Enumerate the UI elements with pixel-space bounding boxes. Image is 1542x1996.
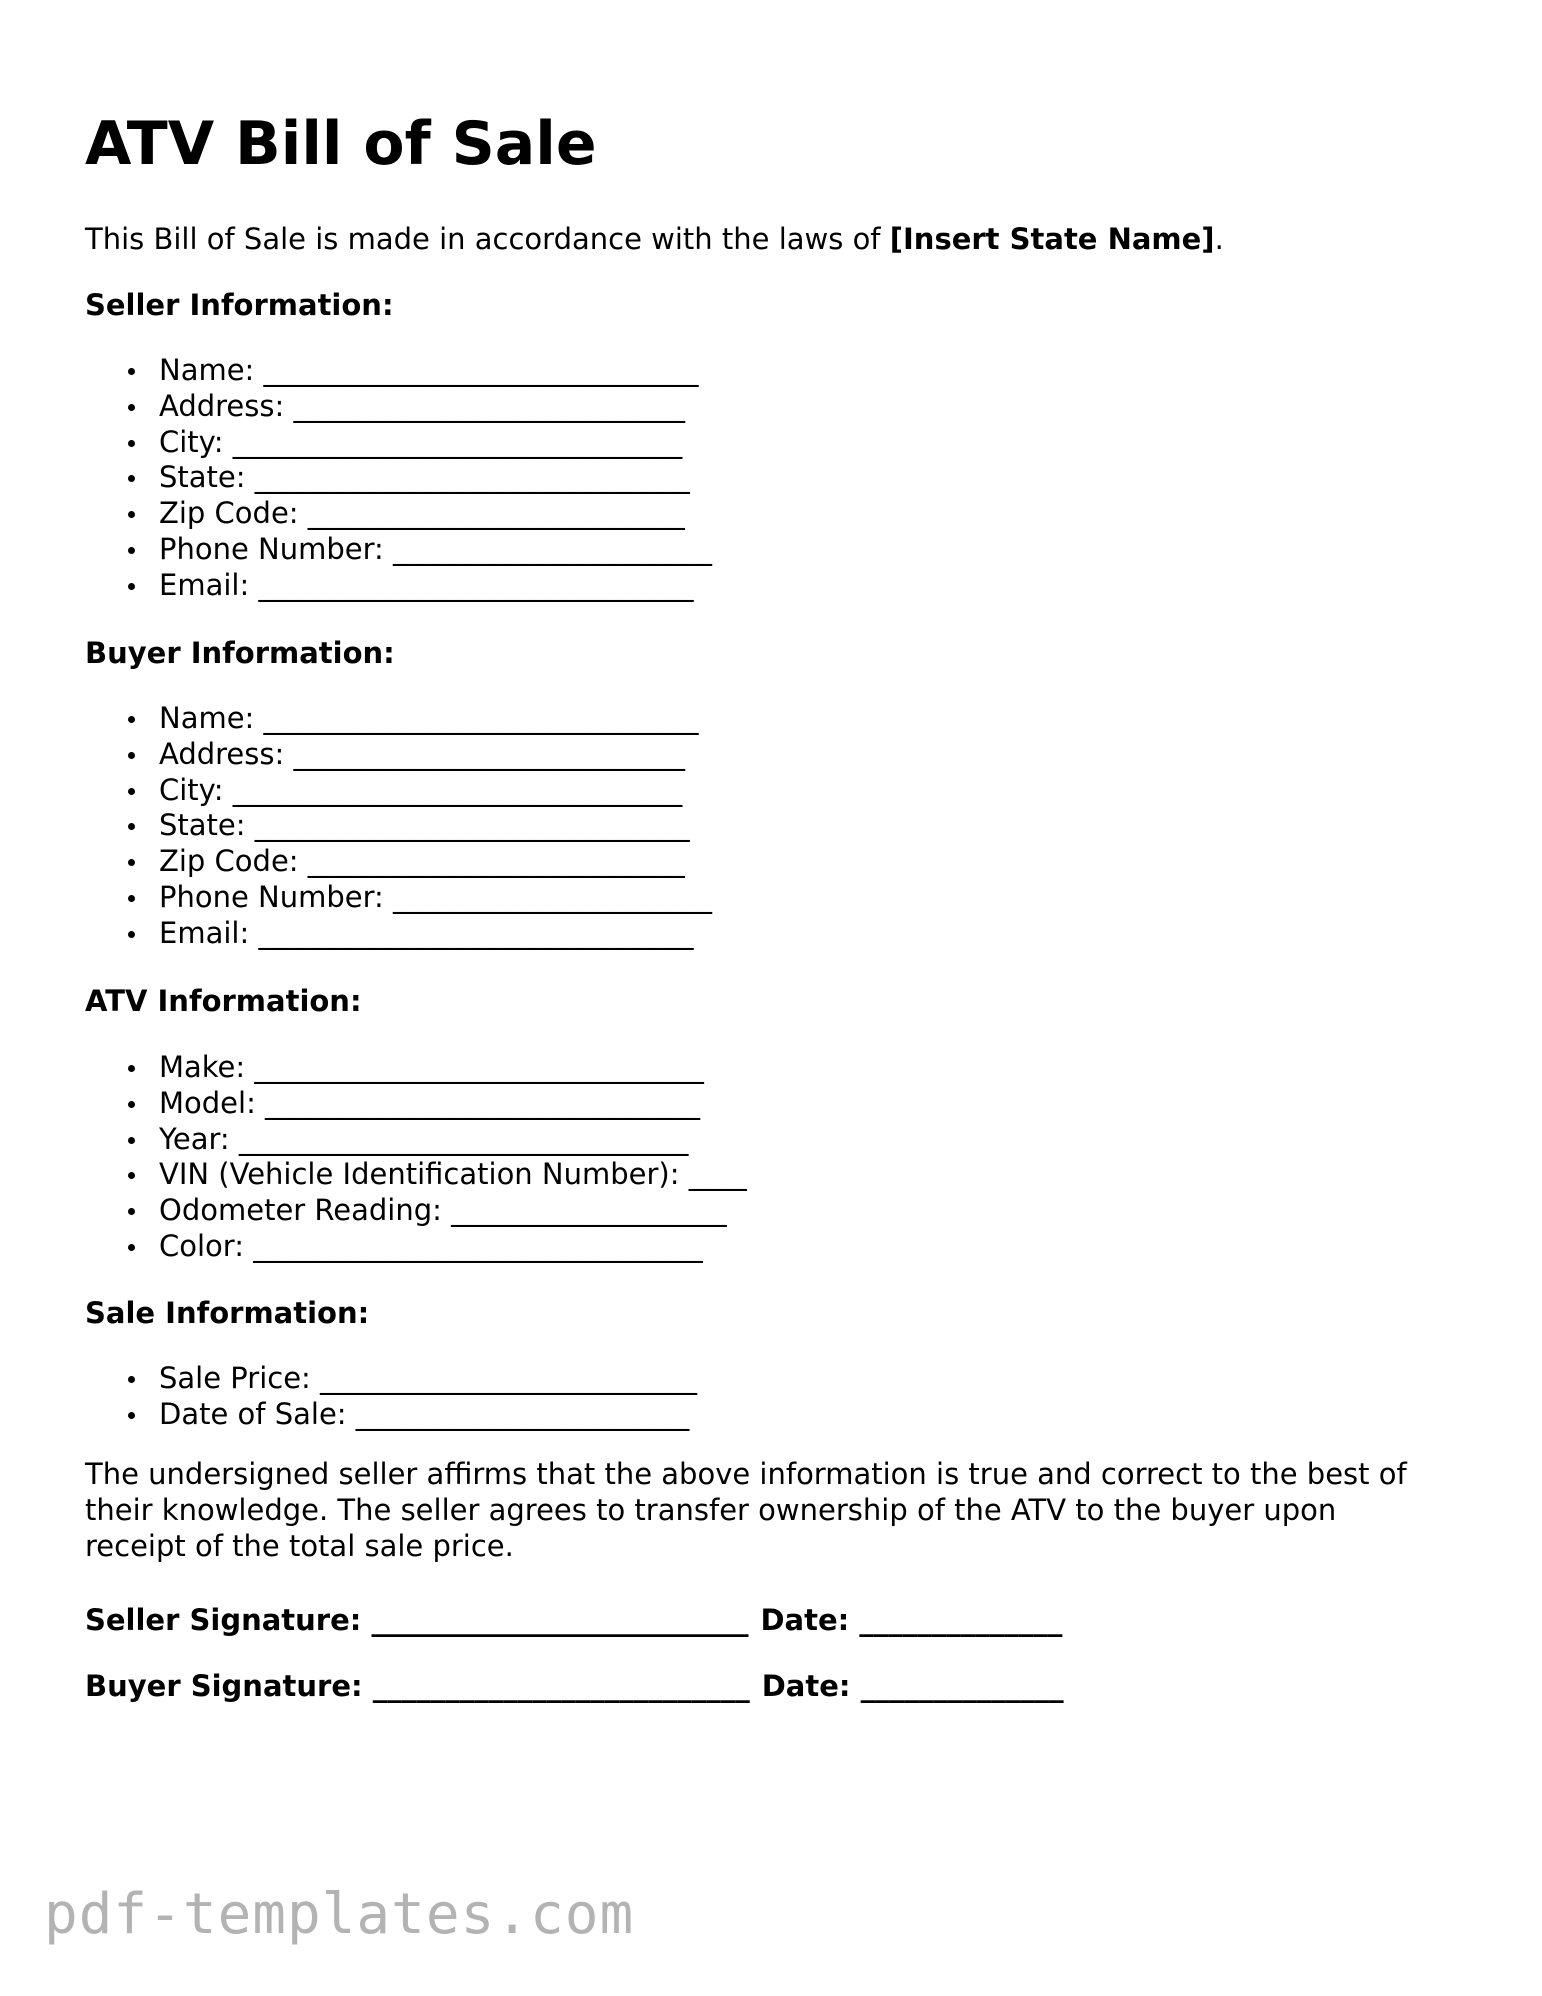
atv-section-title: ATV Information: (85, 984, 362, 1018)
buyer-section-title: Buyer Information: (85, 636, 395, 670)
seller-zip-field[interactable]: Zip Code: __________________________ (85, 496, 712, 532)
buyer-state-field[interactable]: State: ______________________________ (85, 808, 712, 844)
atv-fields-list (85, 1050, 747, 1265)
state-placeholder: [Insert State Name] (889, 222, 1215, 256)
atv-year-field[interactable]: Year: _______________________________ (85, 1122, 747, 1158)
atv-vin-field[interactable]: VIN (Vehicle Identification Number): ____ (85, 1157, 747, 1193)
buyer-signature-label[interactable]: Buyer Signature: __________________________ (85, 1669, 750, 1703)
intro-statement (85, 220, 1224, 258)
buyer-name-field[interactable]: Name: ______________________________ (85, 701, 712, 737)
seller-signature-label[interactable]: Seller Signature: __________________________ (85, 1603, 749, 1637)
intro-prefix: This Bill of Sale is made in accordance with the laws of (85, 222, 890, 256)
seller-email-field[interactable]: Email: ______________________________ (85, 568, 712, 604)
seller-state-field[interactable]: State: ______________________________ (85, 460, 712, 496)
buyer-address-field[interactable]: Address: ___________________________ (85, 737, 712, 773)
atv-odometer-field[interactable]: Odometer Reading: ___________________ (85, 1193, 747, 1229)
buyer-city-field[interactable]: City: _______________________________ (85, 773, 712, 809)
seller-phone-field[interactable]: Phone Number: ______________________ (85, 532, 712, 568)
seller-name-field[interactable]: Name: ______________________________ (85, 353, 712, 389)
seller-section-title: Seller Information: (85, 288, 394, 322)
watermark-text: pdf-templates.com (44, 1882, 635, 1947)
atv-color-field[interactable]: Color: _______________________________ (85, 1229, 747, 1265)
sale-section-title: Sale Information: (85, 1296, 370, 1330)
buyer-zip-field[interactable]: Zip Code: __________________________ (85, 844, 712, 880)
buyer-fields-list (85, 701, 712, 952)
sale-fields-list (85, 1361, 697, 1433)
buyer-signature-date[interactable]: Date: ______________ (761, 1669, 1064, 1703)
sale-date-field[interactable]: Date of Sale: _______________________ (85, 1397, 697, 1433)
atv-model-field[interactable]: Model: ______________________________ (85, 1086, 747, 1122)
seller-address-field[interactable]: Address: ___________________________ (85, 389, 712, 425)
seller-signature-line[interactable] (85, 1601, 1062, 1639)
seller-signature-date[interactable]: Date: ______________ (760, 1603, 1063, 1637)
buyer-signature-line[interactable] (85, 1667, 1064, 1705)
buyer-phone-field[interactable]: Phone Number: ______________________ (85, 880, 712, 916)
seller-fields-list (85, 353, 712, 604)
affirmation-paragraph: The undersigned seller affirms that the above information is true and correct to the best of their knowledge. The seller agrees to transfer ownership of the ATV to the buyer upon receipt of the total sale price. (85, 1457, 1407, 1563)
sale-price-field[interactable]: Sale Price: __________________________ (85, 1361, 697, 1397)
intro-suffix: . (1214, 222, 1224, 256)
document-title: ATV Bill of Sale (85, 109, 597, 179)
seller-city-field[interactable]: City: _______________________________ (85, 425, 712, 461)
atv-make-field[interactable]: Make: _______________________________ (85, 1050, 747, 1086)
buyer-email-field[interactable]: Email: ______________________________ (85, 916, 712, 952)
